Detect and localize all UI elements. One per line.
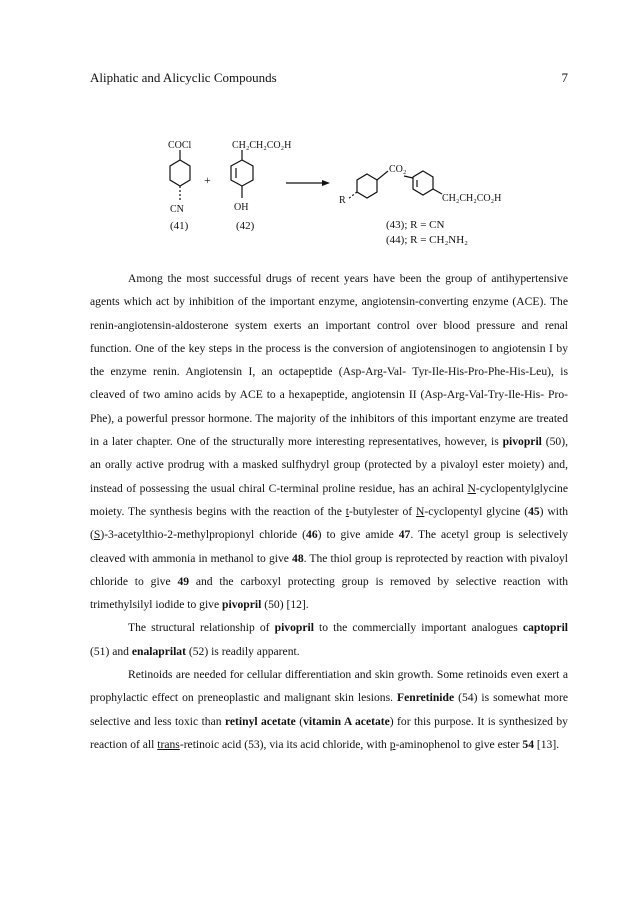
compound-42 [231, 150, 253, 198]
text-run: ) for this purpose. It is synthesized by reaction of all [90, 714, 568, 751]
text-run: . The acetyl group is selectively cleaved with ammonia in methanol to give [90, 528, 568, 565]
label-44: (44); R = CH₂NH₂ [386, 234, 469, 246]
text-run: -cyclopentylglycine moiety. The synthesis begins with the reaction of the [90, 481, 568, 518]
cyclohexane-ring [170, 160, 190, 186]
product-r-label: R [339, 195, 346, 206]
product-cyclohexane [357, 174, 377, 198]
text-run: and the carboxyl protecting group is removed by selective reaction with trimethylsilyl iodide to give [90, 574, 568, 612]
c42-bottom-group: OH [234, 202, 249, 213]
paragraph-analogues [90, 616, 568, 663]
text-run: )-3-acetylthio-2-methylpropionyl chloride ( [100, 528, 307, 542]
prefix: N [416, 504, 425, 518]
benzene-ring [231, 160, 253, 186]
text-run: (52) is readily apparent. [185, 644, 300, 658]
text-run: ( [295, 714, 304, 728]
paragraph-retinoids [90, 663, 568, 756]
drug-name: vitamin A acetate [303, 714, 390, 728]
drug-name: enalaprilat [131, 644, 186, 658]
text-run: ) to give amide [317, 528, 399, 542]
page-number: 7 [561, 70, 568, 85]
compound-number: 47 [398, 528, 411, 542]
drug-name: pivopril [222, 598, 262, 612]
text-run: -butylester of [349, 504, 416, 518]
c41-bottom-group: CN [170, 204, 184, 215]
body-text [90, 267, 568, 756]
plus-sign: + [204, 173, 211, 187]
bond-ester-aryl [404, 176, 413, 178]
text-run: -cyclopentyl glycine ( [424, 504, 529, 518]
text-run: [13]. [533, 737, 560, 751]
bond-r [348, 192, 357, 199]
label-43: (43); R = CN [386, 219, 445, 231]
compound-number: 48 [292, 551, 304, 565]
text-run: Retinoids are needed for cellular differentiation and skin growth. Some retinoids even exert a prophylactic effect on preneoplastic and malignant skin lesions. [90, 668, 568, 705]
drug-name: pivopril [274, 621, 314, 635]
reaction-arrow [286, 180, 330, 186]
compound-number: 54 [522, 737, 534, 751]
prefix: S [93, 528, 101, 542]
text-run: The structural relationship of [128, 621, 275, 635]
prefix: N [467, 481, 476, 495]
compound-number: 49 [177, 574, 190, 588]
text-run: -aminophenol to give ester [395, 737, 523, 751]
bond-chain [433, 189, 442, 194]
text-run: ) with ( [90, 504, 569, 542]
text-run: to the commercially important analogues [313, 621, 523, 635]
prefix: t [345, 504, 349, 518]
bond-ester [377, 171, 388, 180]
text-run: (50) [12]. [261, 598, 309, 612]
text-run: (54) is somewhat more selective and less toxic than [90, 691, 568, 728]
text-run: (51) and [90, 644, 132, 658]
text-run: (50), an orally active prodrug with a masked sulfhydryl group (protected by a pivaloyl ester moiety) and, instead of possessing the usual chiral C-terminal proline residue, has an achiral [90, 435, 568, 495]
prefix: p [389, 737, 396, 751]
running-title: Aliphatic and Alicyclic Compounds [90, 70, 277, 85]
drug-name: retinyl acetate [224, 714, 296, 728]
compound-number: 46 [306, 528, 318, 542]
text-run: . The thiol group is reprotected by reaction with pivaloyl chloride to give [90, 551, 568, 588]
c42-top-group: CH₂CH₂CO₂H [232, 140, 292, 151]
drug-name: captopril [522, 621, 569, 635]
text-run: Among the most successful drugs of recent years have been the group of antihypertensive agents which act by inhibition of the important enzyme, angiotensin-converting enzyme (ACE). The renin-angiotensin-aldosterone system exerts an important control over blood pressure and renal function. One of the key steps in the process is the conversion of angiotensinogen to angiotensin I by the enzyme renin. Angiotensin I, an octapeptide (Asp-Arg-Val- Tyr-Ile-His-Pro-Phe-His-Leu), is cleaved of two amino acids by ACE to a hexapeptide, angiotensin II (Asp-Arg-Val-Try-Ile-His- Pro-Phe), a powerful pressor hormone. The majority of the inhibitors of this important enzyme are treated in a later chapter. One of the structurally more interesting representatives, however, is [90, 272, 568, 449]
c42-label: (42) [236, 220, 255, 232]
c41-top-group: COCl [168, 140, 192, 151]
product-benzene [413, 171, 433, 195]
drug-name: pivopril [502, 435, 542, 449]
drug-name: Fenretinide [397, 691, 455, 705]
compound-41 [170, 150, 190, 200]
reaction-scheme [0, 0, 627, 260]
product-ester-label: CO₂ [389, 164, 407, 175]
product-43-44 [348, 171, 442, 199]
compound-number: 45 [528, 504, 540, 518]
c41-label: (41) [170, 220, 189, 232]
product-chain-label: CH₂CH₂CO₂H [442, 193, 502, 204]
paragraph-ace [90, 267, 568, 616]
text-run: -retinoic acid (53), via its acid chloride, with [179, 737, 390, 751]
prefix: trans [157, 737, 180, 751]
